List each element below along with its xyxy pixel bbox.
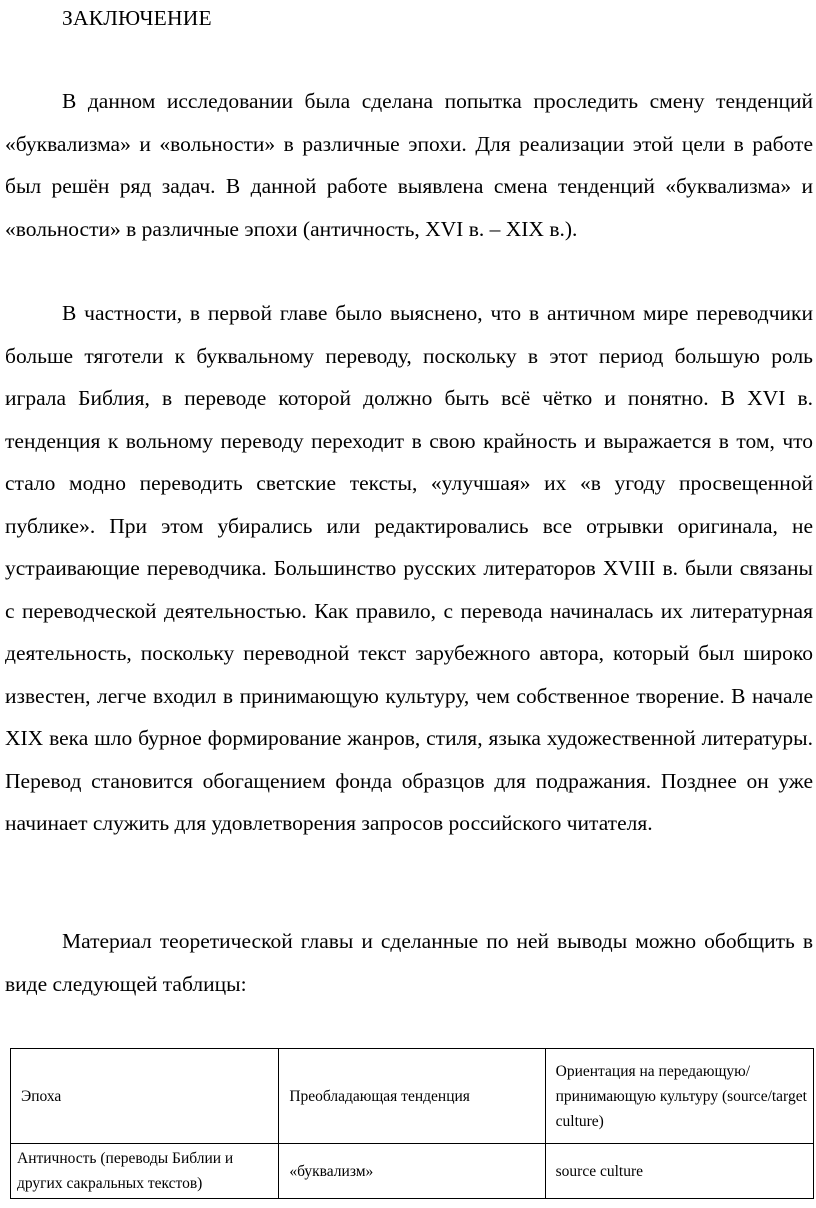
paragraph-chapter-summary: В частности, в первой главе было выяснено, что в античном мире переводчики больше тяготели к буквальному переводу, поскольку в этот период большую роль играла Библия, в переводе которой должно быть всё чётко и понятно. В XVI в. тенденция к вольному переводу переходит в свою крайность и выражается в том, что стало модно переводить светские тексты, «улучшая» их «в угоду просвещенной публике». При этом убирались или редактировались все отрывки оригинала, не устраивающие переводчика. Большинство русских литераторов XVIII в. были связаны с переводческой деятельностью. Как правило, с перевода начиналась их литературная деятельность, поскольку переводной текст зарубежного автора, который был широко известен, легче входил в принимающую культуру, чем собственное творение. В начале XIX века шло бурное формирование жанров, стиля, языка художественной литературы. Перевод становится обогащением фонда образцов для подражания. Позднее он уже начинает служить для удовлетворения запросов российского читателя.: [5, 301, 813, 835]
table-header-orientation: [545, 1049, 813, 1144]
table-cell-epoch: Античность (переводы Библии и других сакральных текстов): [11, 1144, 279, 1199]
table-cell-tendency: [279, 1144, 545, 1199]
table-cell-tendency-text: «буквализм»: [289, 1162, 374, 1180]
table-header-orientation-text: Ориентация на передающую/принимающую культуру (source/target culture): [555, 1062, 807, 1130]
table-header-epoch-text: Эпоха: [21, 1087, 62, 1105]
paragraph-intro: В данном исследовании была сделана попытка проследить смену тенденций «буквализма» и «вольности» в различные эпохи. Для реализации этой цели в работе был решён ряд задач. В данной работе выявлена смена тенденций «буквализма» и «вольности» в различные эпохи (античность, XVI в. – XIX в.).: [5, 89, 813, 241]
summary-table: [10, 1048, 814, 1199]
section-heading: ЗАКЛЮЧЕНИЕ: [62, 6, 212, 30]
table-cell-orientation: [545, 1144, 813, 1199]
table-header-epoch: [11, 1049, 279, 1144]
table-header-row: [11, 1049, 814, 1144]
table-header-tendency: [279, 1049, 545, 1144]
paragraph-table-intro: Материал теоретической главы и сделанные по ней выводы можно обобщить в виде следующей таблицы:: [5, 929, 813, 996]
table-cell-orientation-text: source culture: [555, 1162, 644, 1180]
table-row: [11, 1144, 814, 1199]
table-header-tendency-text: Преобладающая тенденция: [289, 1087, 470, 1105]
